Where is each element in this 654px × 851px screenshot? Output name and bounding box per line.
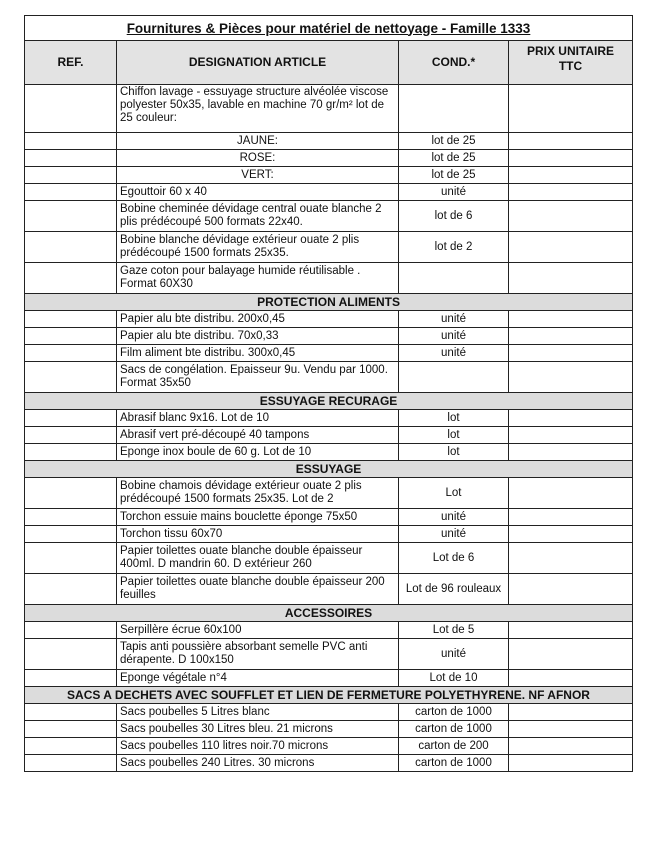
prix-cell bbox=[509, 738, 633, 755]
prix-cell bbox=[509, 444, 633, 461]
designation-cell: Egouttoir 60 x 40 bbox=[117, 184, 399, 201]
prix-cell bbox=[509, 85, 633, 133]
designation-cell: Abrasif blanc 9x16. Lot de 10 bbox=[117, 410, 399, 427]
prix-cell bbox=[509, 543, 633, 574]
cond-cell: Lot de 96 rouleaux bbox=[399, 574, 509, 605]
table-row bbox=[25, 184, 633, 201]
designation-cell: Torchon tissu 60x70 bbox=[117, 526, 399, 543]
ref-cell bbox=[25, 755, 117, 772]
designation-cell: Bobine blanche dévidage extérieur ouate 2 plis prédécoupé 1500 formats 25x35. bbox=[117, 232, 399, 263]
ref-cell bbox=[25, 639, 117, 670]
designation-cell: Torchon essuie mains bouclette éponge 75x50 bbox=[117, 509, 399, 526]
table-row bbox=[25, 478, 633, 509]
table-row bbox=[25, 328, 633, 345]
cond-cell: lot bbox=[399, 410, 509, 427]
cond-cell: lot bbox=[399, 427, 509, 444]
ref-cell bbox=[25, 738, 117, 755]
header-prix bbox=[509, 41, 633, 85]
section-header-row bbox=[25, 687, 633, 704]
ref-cell bbox=[25, 478, 117, 509]
header-prix-line1: PRIX UNITAIRE bbox=[526, 44, 615, 58]
ref-cell bbox=[25, 85, 117, 133]
cond-cell: Lot de 5 bbox=[399, 622, 509, 639]
designation-cell: Sacs poubelles 110 litres noir.70 microns bbox=[117, 738, 399, 755]
ref-cell bbox=[25, 622, 117, 639]
table-row bbox=[25, 721, 633, 738]
cond-cell: carton de 1000 bbox=[399, 755, 509, 772]
section-title: ESSUYAGE bbox=[25, 461, 633, 478]
prix-cell bbox=[509, 574, 633, 605]
cond-cell: carton de 1000 bbox=[399, 704, 509, 721]
section-header-row bbox=[25, 461, 633, 478]
cond-cell bbox=[399, 85, 509, 133]
designation-cell: Sacs de congélation. Epaisseur 9u. Vendu par 1000. Format 35x50 bbox=[117, 362, 399, 393]
designation-cell: Tapis anti poussière absorbant semelle PVC anti dérapente. D 100x150 bbox=[117, 639, 399, 670]
designation-cell: Abrasif vert pré-découpé 40 tampons bbox=[117, 427, 399, 444]
ref-cell bbox=[25, 704, 117, 721]
ref-cell bbox=[25, 263, 117, 294]
cond-cell: unité bbox=[399, 311, 509, 328]
cond-cell: unité bbox=[399, 526, 509, 543]
ref-cell bbox=[25, 574, 117, 605]
designation-cell: JAUNE: bbox=[117, 133, 399, 150]
designation-cell: ROSE: bbox=[117, 150, 399, 167]
table-row bbox=[25, 622, 633, 639]
table-row bbox=[25, 543, 633, 574]
ref-cell bbox=[25, 427, 117, 444]
cond-cell: unité bbox=[399, 509, 509, 526]
designation-cell: Papier toilettes ouate blanche double épaisseur 400ml. D mandrin 60. D extérieur 260 bbox=[117, 543, 399, 574]
designation-cell: Film aliment bte distribu. 300x0,45 bbox=[117, 345, 399, 362]
cond-cell: carton de 1000 bbox=[399, 721, 509, 738]
ref-cell bbox=[25, 509, 117, 526]
prix-cell bbox=[509, 184, 633, 201]
section-header-row bbox=[25, 294, 633, 311]
header-designation: DESIGNATION ARTICLE bbox=[117, 41, 399, 85]
designation-cell: Chiffon lavage - essuyage structure alvéolée viscose polyester 50x35, lavable en machine 70 gr/m² lot de 25 couleur: bbox=[117, 85, 399, 133]
header-ref: REF. bbox=[25, 41, 117, 85]
designation-cell: VERT: bbox=[117, 167, 399, 184]
header-prix-line2: TTC bbox=[558, 59, 583, 73]
ref-cell bbox=[25, 201, 117, 232]
designation-cell: Bobine cheminée dévidage central ouate blanche 2 plis prédécoupé 500 formats 22x40. bbox=[117, 201, 399, 232]
prix-cell bbox=[509, 232, 633, 263]
designation-cell: Papier alu bte distribu. 200x0,45 bbox=[117, 311, 399, 328]
cond-cell: Lot bbox=[399, 478, 509, 509]
prix-cell bbox=[509, 345, 633, 362]
ref-cell bbox=[25, 543, 117, 574]
table-row bbox=[25, 574, 633, 605]
cond-cell: lot bbox=[399, 444, 509, 461]
table-row bbox=[25, 410, 633, 427]
table-row bbox=[25, 427, 633, 444]
prix-cell bbox=[509, 167, 633, 184]
prix-cell bbox=[509, 427, 633, 444]
designation-cell: Sacs poubelles 240 Litres. 30 microns bbox=[117, 755, 399, 772]
designation-cell: Sacs poubelles 30 Litres bleu. 21 microns bbox=[117, 721, 399, 738]
prix-cell bbox=[509, 526, 633, 543]
prix-cell bbox=[509, 478, 633, 509]
table-row bbox=[25, 509, 633, 526]
prix-cell bbox=[509, 704, 633, 721]
table-row bbox=[25, 232, 633, 263]
cond-cell: lot de 25 bbox=[399, 167, 509, 184]
table-row bbox=[25, 704, 633, 721]
table-row bbox=[25, 311, 633, 328]
header-row bbox=[25, 41, 633, 85]
cond-cell: Lot de 6 bbox=[399, 543, 509, 574]
ref-cell bbox=[25, 232, 117, 263]
cond-cell: unité bbox=[399, 184, 509, 201]
prix-cell bbox=[509, 639, 633, 670]
designation-cell: Gaze coton pour balayage humide réutilisable . Format 60X30 bbox=[117, 263, 399, 294]
ref-cell bbox=[25, 721, 117, 738]
designation-cell: Eponge végétale n°4 bbox=[117, 670, 399, 687]
prix-cell bbox=[509, 362, 633, 393]
table-row bbox=[25, 133, 633, 150]
ref-cell bbox=[25, 362, 117, 393]
designation-cell: Sacs poubelles 5 Litres blanc bbox=[117, 704, 399, 721]
prix-cell bbox=[509, 721, 633, 738]
cond-cell bbox=[399, 263, 509, 294]
table-row bbox=[25, 526, 633, 543]
table-row bbox=[25, 444, 633, 461]
table-row bbox=[25, 670, 633, 687]
prix-cell bbox=[509, 263, 633, 294]
cond-cell bbox=[399, 362, 509, 393]
table-row bbox=[25, 345, 633, 362]
ref-cell bbox=[25, 526, 117, 543]
prix-cell bbox=[509, 328, 633, 345]
prix-cell bbox=[509, 201, 633, 232]
ref-cell bbox=[25, 184, 117, 201]
prix-cell bbox=[509, 670, 633, 687]
cond-cell: Lot de 10 bbox=[399, 670, 509, 687]
cond-cell: carton de 200 bbox=[399, 738, 509, 755]
table-row bbox=[25, 201, 633, 232]
table-row bbox=[25, 755, 633, 772]
price-list-sheet bbox=[24, 15, 632, 772]
document-title: Fournitures & Pièces pour matériel de nettoyage - Famille 1333 bbox=[25, 16, 633, 41]
ref-cell bbox=[25, 311, 117, 328]
designation-cell: Papier alu bte distribu. 70x0,33 bbox=[117, 328, 399, 345]
table-row bbox=[25, 263, 633, 294]
prix-cell bbox=[509, 311, 633, 328]
cond-cell: lot de 25 bbox=[399, 150, 509, 167]
header-cond: COND.* bbox=[399, 41, 509, 85]
table-row bbox=[25, 150, 633, 167]
price-list-table bbox=[24, 15, 633, 772]
ref-cell bbox=[25, 167, 117, 184]
ref-cell bbox=[25, 410, 117, 427]
ref-cell bbox=[25, 444, 117, 461]
table-row bbox=[25, 639, 633, 670]
cond-cell: lot de 6 bbox=[399, 201, 509, 232]
section-title: SACS A DECHETS AVEC SOUFFLET ET LIEN DE FERMETURE POLYETHYRENE. NF AFNOR bbox=[25, 687, 633, 704]
ref-cell bbox=[25, 345, 117, 362]
prix-cell bbox=[509, 755, 633, 772]
section-header-row bbox=[25, 393, 633, 410]
designation-cell: Serpillère écrue 60x100 bbox=[117, 622, 399, 639]
prix-cell bbox=[509, 410, 633, 427]
cond-cell: lot de 25 bbox=[399, 133, 509, 150]
prix-cell bbox=[509, 622, 633, 639]
cond-cell: unité bbox=[399, 328, 509, 345]
section-title: PROTECTION ALIMENTS bbox=[25, 294, 633, 311]
table-row bbox=[25, 362, 633, 393]
ref-cell bbox=[25, 670, 117, 687]
cond-cell: unité bbox=[399, 345, 509, 362]
table-row bbox=[25, 167, 633, 184]
prix-cell bbox=[509, 509, 633, 526]
prix-cell bbox=[509, 133, 633, 150]
section-header-row bbox=[25, 605, 633, 622]
prix-cell bbox=[509, 150, 633, 167]
section-title: ACCESSOIRES bbox=[25, 605, 633, 622]
table-row bbox=[25, 738, 633, 755]
ref-cell bbox=[25, 133, 117, 150]
cond-cell: unité bbox=[399, 639, 509, 670]
ref-cell bbox=[25, 150, 117, 167]
cond-cell: lot de 2 bbox=[399, 232, 509, 263]
table-row bbox=[25, 85, 633, 133]
designation-cell: Bobine chamois dévidage extérieur ouate 2 plis prédécoupé 1500 formats 25x35. Lot de 2 bbox=[117, 478, 399, 509]
designation-cell: Papier toilettes ouate blanche double épaisseur 200 feuilles bbox=[117, 574, 399, 605]
title-row bbox=[25, 16, 633, 41]
section-title: ESSUYAGE RECURAGE bbox=[25, 393, 633, 410]
designation-cell: Eponge inox boule de 60 g. Lot de 10 bbox=[117, 444, 399, 461]
ref-cell bbox=[25, 328, 117, 345]
